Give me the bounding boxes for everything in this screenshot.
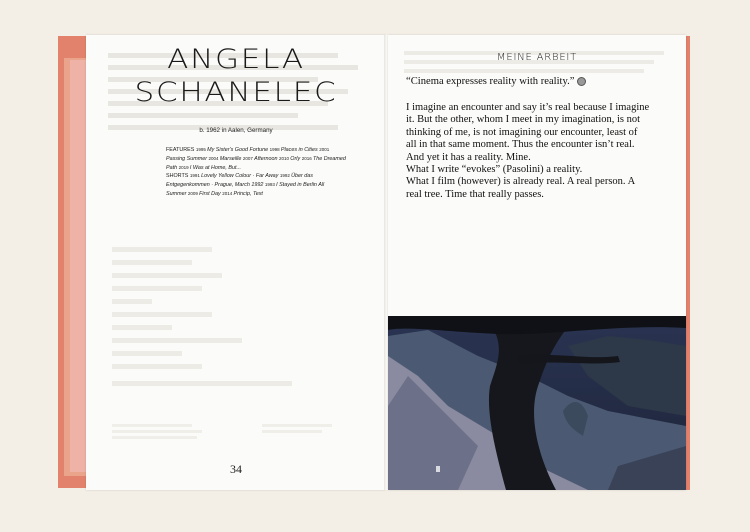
author-name-first: ANGELA xyxy=(167,44,305,75)
film-year: 1998 xyxy=(269,147,281,152)
film-title: Über das Entgegenkommen xyxy=(166,173,313,189)
body-line: I imagine an encounter and say it’s real because I imagine xyxy=(406,102,650,113)
show-through-footnote-right xyxy=(262,421,342,436)
body-line: all in that same moment. Thus the encounter isn’t real. xyxy=(406,139,635,151)
quote-text: “Cinema expresses reality with reality.” xyxy=(406,76,575,87)
separator: · xyxy=(211,182,215,189)
film-title: Places in Cities xyxy=(280,147,320,153)
film-year: 2019 xyxy=(178,164,190,170)
film-title: Orly xyxy=(290,155,302,162)
film-title: The Dreamed Path xyxy=(166,155,346,171)
film-title: Prague, March 1992 xyxy=(214,182,265,189)
body-line: thinking of me, is not imagining our encounter, least of xyxy=(406,126,638,138)
film-year: 1992 xyxy=(279,173,292,179)
film-title: Marseille xyxy=(219,155,243,162)
page-number: 34 xyxy=(230,462,242,476)
body-line: What I write “evokes” (Pasolini) a reality. xyxy=(406,164,583,176)
show-through-footnote-left xyxy=(112,421,202,442)
film-title: I Was at Home, But... xyxy=(189,164,241,171)
author-bio: b. 1962 in Aalen, Germany xyxy=(199,127,273,134)
film-year: 2001 xyxy=(319,147,330,152)
body-line: real tree. Time that really passes. xyxy=(406,188,544,200)
film-title: Princip, Text xyxy=(233,190,263,197)
film-year: 2016 xyxy=(301,155,313,161)
section-heading: MEINE ARBEIT xyxy=(496,52,578,63)
film-year: 2014 xyxy=(222,190,234,196)
film-year: 1991 xyxy=(189,173,202,179)
film-year: 2007 xyxy=(242,155,255,161)
epigraph-quote xyxy=(406,76,686,87)
film-year: 1995 xyxy=(195,147,208,152)
author-name-last: SCHANELEC xyxy=(134,77,338,108)
body-line: it. But the other, whom I meet in my imagination, is not xyxy=(406,114,641,126)
show-through-verse xyxy=(112,239,252,377)
film-title: Lovely Yellow Colour xyxy=(201,173,253,180)
bullet-icon xyxy=(577,77,586,86)
film-title: Far Away xyxy=(255,173,280,180)
film-year: 2004 xyxy=(208,155,220,161)
filmography xyxy=(166,146,346,199)
forest-photo xyxy=(388,316,686,490)
separator: · xyxy=(252,173,256,180)
film-year: 2009 xyxy=(187,190,200,196)
body-line: What I film (however) is already real. A real person. A xyxy=(406,176,636,188)
film-title: First Day xyxy=(199,190,223,197)
film-title: Afternoon xyxy=(254,155,280,162)
film-title: Passing Summer xyxy=(166,155,209,162)
film-year: 2010 xyxy=(279,155,291,161)
filmography-label: SHORTS xyxy=(166,173,190,180)
body-text xyxy=(406,102,693,201)
film-title: My Sister's Good Fortune xyxy=(207,147,270,153)
film-year: 1993 xyxy=(264,182,277,188)
body-line: And yet it has a reality. Mine. xyxy=(406,151,531,163)
filmography-label: FEATURES xyxy=(166,147,196,153)
show-through-line xyxy=(112,381,292,386)
film-title: I Stayed in Berlin All Summer xyxy=(166,182,325,197)
